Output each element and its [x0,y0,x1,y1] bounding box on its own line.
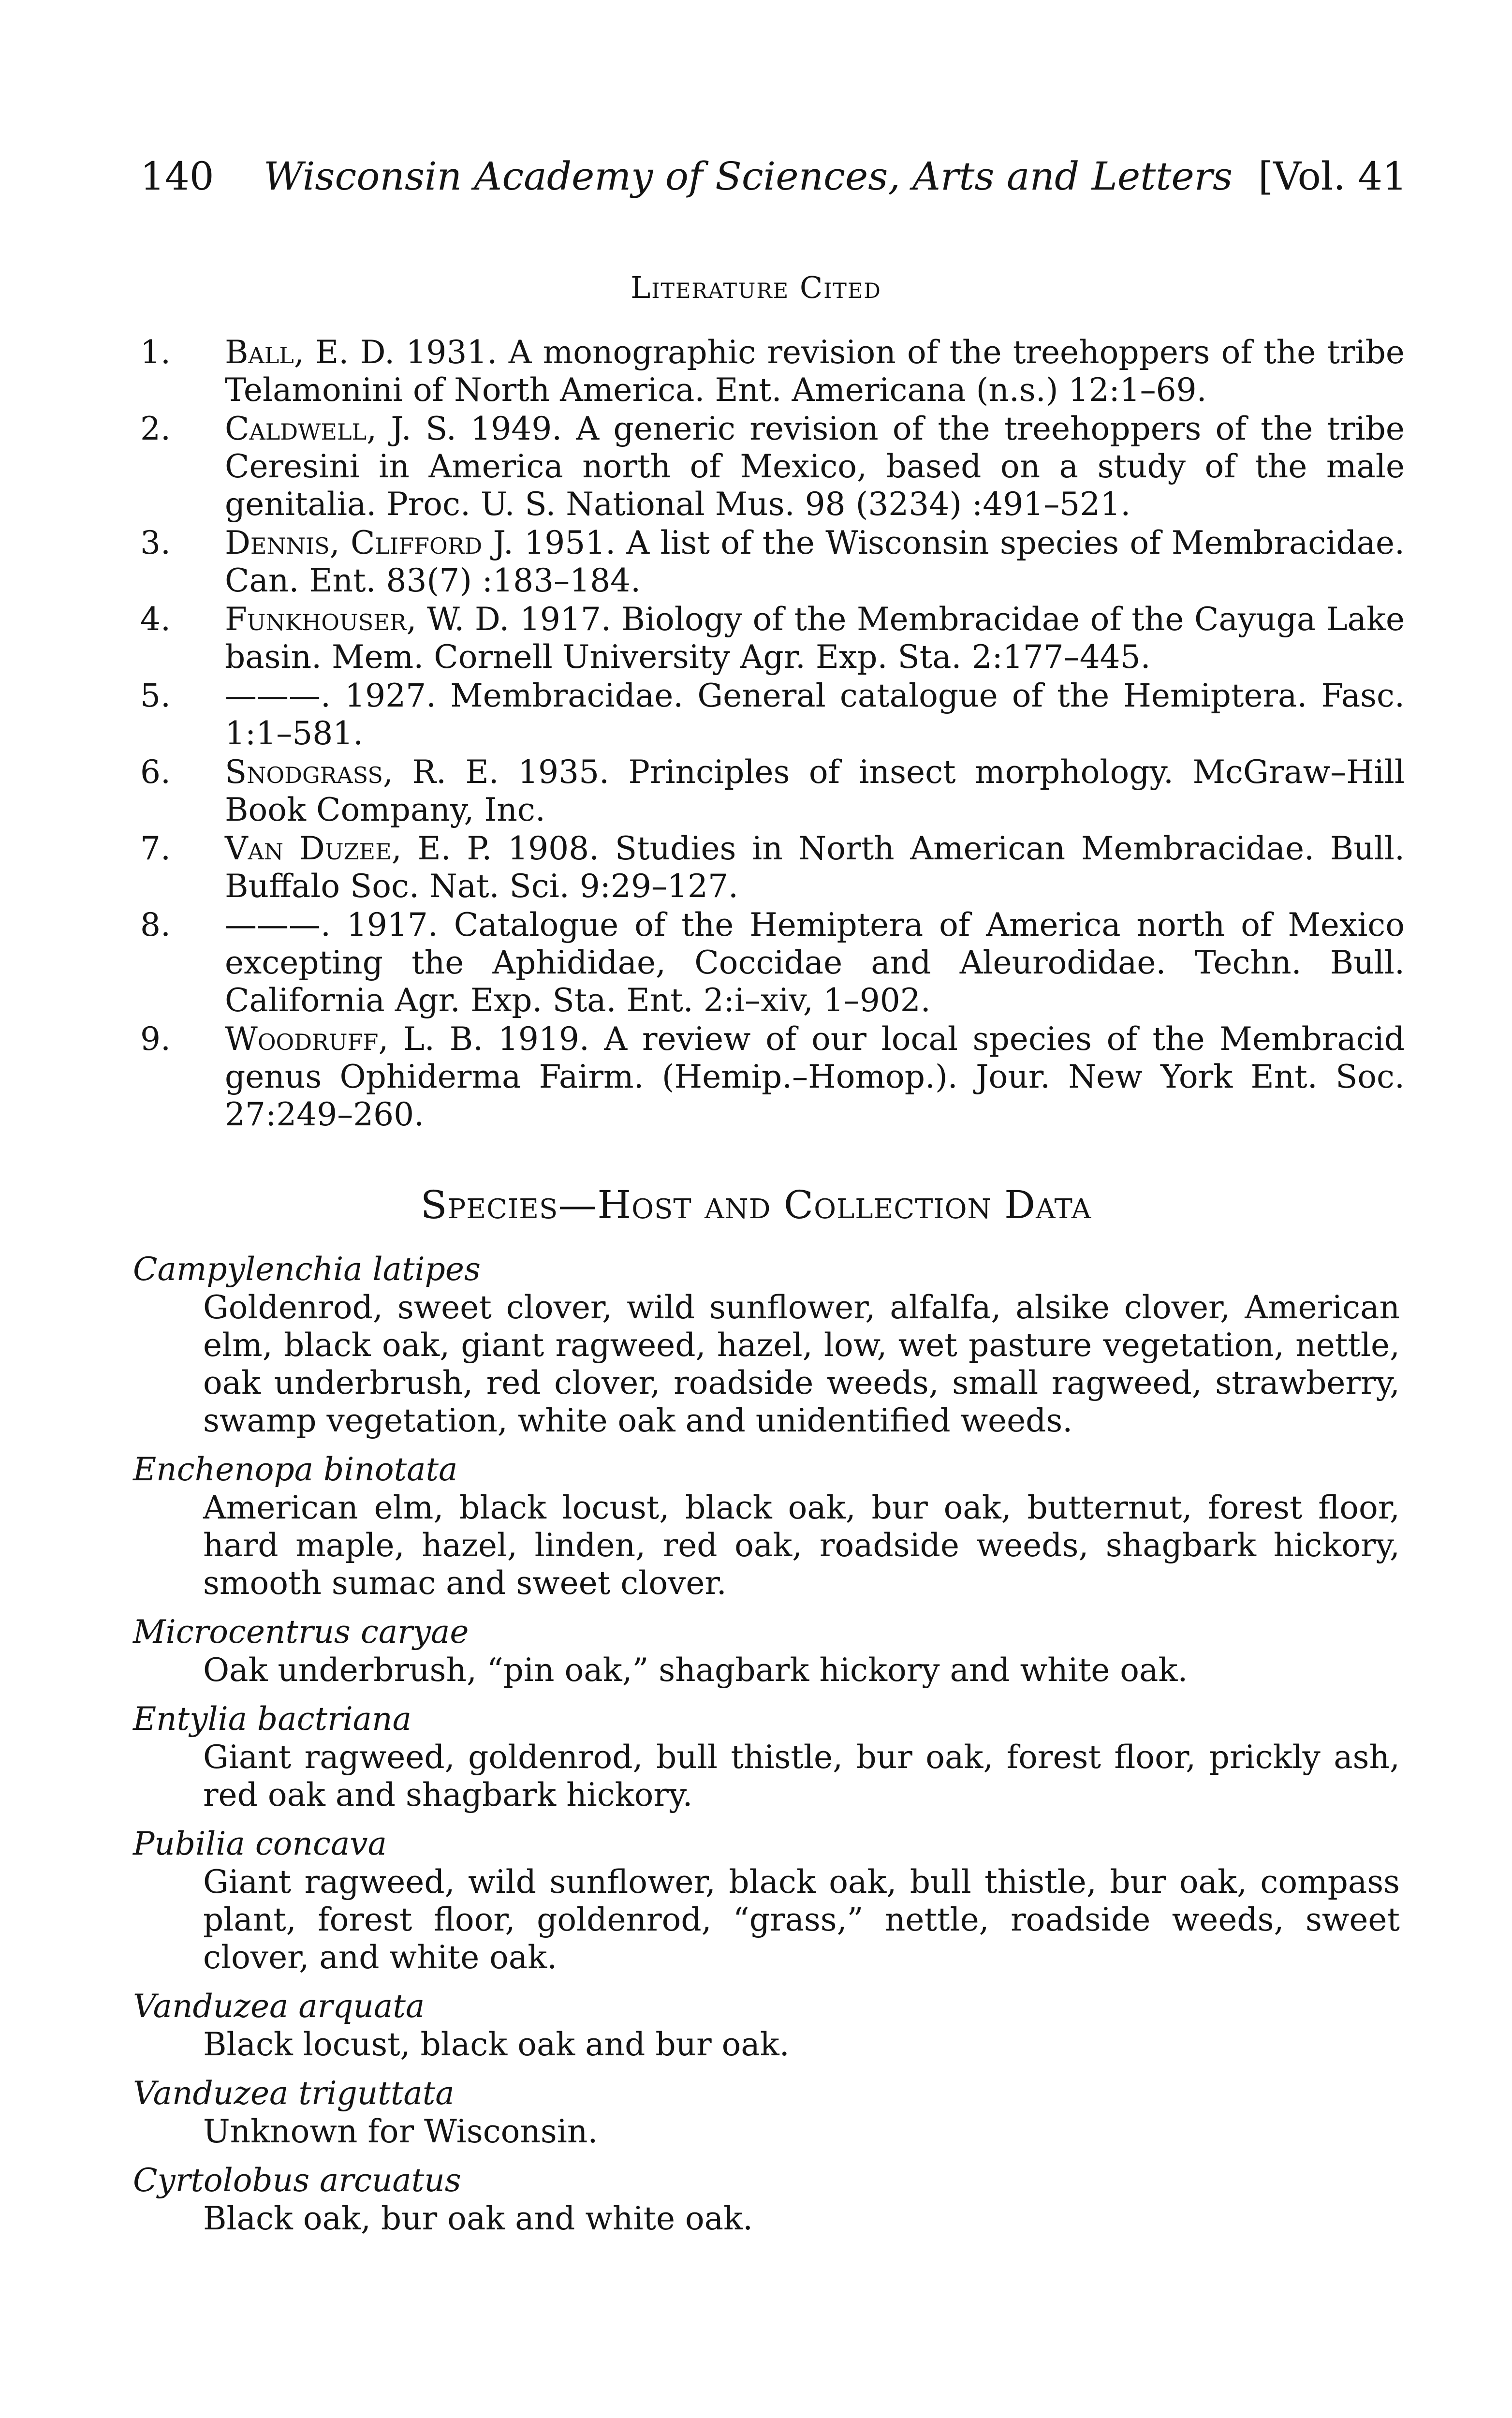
reference-author: ———. [225,677,331,714]
literature-cited-heading: Literature Cited [631,270,881,305]
reference-item [140,524,1405,600]
reference-number: 9. [140,1020,171,1058]
species-hosts: Black oak, bur oak and white oak. [203,2200,753,2237]
species-entry [133,1825,1400,1976]
species-entry [133,1613,1400,1689]
species-hosts: Giant ragweed, goldenrod, bull thistle, bur oak, forest floor, prickly ash, red oak and shagbark hickory. [203,1739,1400,1814]
reference-item [140,1020,1405,1134]
species-name: Campylenchia latipes [133,1251,481,1288]
species-entry [133,1450,1400,1602]
species-entry [133,1700,1400,1814]
species-name: Enchenopa binotata [133,1451,458,1488]
reference-number: 3. [140,524,171,561]
reference-item [140,830,1405,905]
species-name: Cyrtolobus arcuatus [133,2162,461,2199]
reference-text: 1949. A generic revision of the treehoppers of the tribe Ceresini in America north of Mexico, based on a study of the male genitalia. Proc. U. S. National Mus. 98 (3234) :491–521. [225,410,1405,523]
species-entry [133,2074,1400,2151]
reference-text: 1951. A list of the Wisconsin species of Membracidae. Can. Ent. 83(7) :183–184. [225,524,1405,599]
species-hosts: Giant ragweed, wild sunflower, black oak, bull thistle, bur oak, compass plant, forest floor, goldenrod, “grass,” nettle, roadside weeds, sweet clover, and white oak. [203,1863,1400,1976]
reference-number: 8. [140,906,171,944]
reference-text: 1935. Principles of insect morphology. McGraw–Hill Book Company, Inc. [225,753,1405,828]
reference-item [140,601,1405,676]
reference-item [140,334,1405,409]
species-entry [133,2161,1400,2238]
reference-number: 5. [140,677,171,714]
reference-number: 7. [140,830,171,867]
reference-item [140,410,1405,523]
species-hosts: Black locust, black oak and bur oak. [203,2026,790,2063]
species-entry [133,1250,1400,1440]
reference-author: Caldwell, J. S. [225,410,456,447]
species-entry [133,1987,1400,2064]
species-hosts: Goldenrod, sweet clover, wild sunflower, alfalfa, alsike clover, American elm, black oak, giant ragweed, hazel, low, wet pasture vegetation, nettle, oak underbrush, red clover, roadside weeds, small ragweed, strawberry, swamp vegetation, white oak and unidentified weeds. [203,1289,1400,1439]
species-hosts: American elm, black locust, black oak, bur oak, butternut, forest floor, hard maple, hazel, linden, red oak, roadside weeds, shagbark hickory, smooth sumac and sweet clover. [203,1489,1400,1602]
reference-author: Woodruff, L. B. [225,1020,484,1058]
reference-number: 2. [140,410,171,447]
species-name: Pubilia concava [133,1825,387,1862]
species-hosts: Unknown for Wisconsin. [203,2113,598,2150]
species-list [133,1250,1400,2248]
species-name: Vanduzea arquata [133,1988,425,2025]
species-name: Entylia bactriana [133,1700,411,1738]
reference-item [140,753,1405,829]
reference-text: 1908. Studies in North American Membracidae. Bull. Buffalo Soc. Nat. Sci. 9:29–127. [225,830,1405,905]
reference-author: Snodgrass, R. E. [225,753,499,791]
species-section-heading: Species—Host and Collection Data [420,1182,1092,1227]
species-name: Microcentrus caryae [133,1613,469,1651]
reference-number: 1. [140,334,171,371]
reference-item [140,677,1405,752]
species-name: Vanduzea triguttata [133,2075,455,2112]
species-hosts: Oak underbrush, “pin oak,” shagbark hickory and white oak. [203,1651,1188,1689]
reference-text: 1917. Catalogue of the Hemiptera of America north of Mexico excepting the Aphididae, Coccidae and Aleurodidae. Techn. Bull. California Agr. Exp. Sta. Ent. 2:i–xiv, 1–902. [225,906,1405,1019]
reference-text: 1917. Biology of the Membracidae of the Cayuga Lake basin. Mem. Cornell University Agr. Exp. Sta. 2:177–445. [225,601,1405,676]
volume-label: [Vol. 41 [1258,154,1407,199]
reference-author: ———. [225,906,331,944]
reference-text: 1931. A monographic revision of the treehoppers of the tribe Telamonini of North America. Ent. Americana (n.s.) 12:1–69. [225,334,1405,409]
reference-number: 6. [140,753,171,791]
reference-author: Dennis, Clifford J. [225,524,514,561]
reference-list [140,334,1405,1135]
reference-author: Van Duzee, E. P. [225,830,492,867]
journal-title: Wisconsin Academy of Sciences, Arts and Letters [264,154,1233,199]
reference-number: 4. [140,601,171,638]
running-header [140,154,1407,212]
reference-text: 1919. A review of our local species of the Membracid genus Ophiderma Fairm. (Hemip.–Homop.). Jour. New York Ent. Soc. 27:249–260. [225,1020,1405,1133]
reference-author: Ball, E. D. [225,334,395,371]
page-number: 140 [140,154,214,199]
reference-item [140,906,1405,1019]
reference-text: 1927. Membracidae. General catalogue of the Hemiptera. Fasc. 1:1–581. [225,677,1405,752]
reference-author: Funkhouser, W. D. [225,601,510,638]
